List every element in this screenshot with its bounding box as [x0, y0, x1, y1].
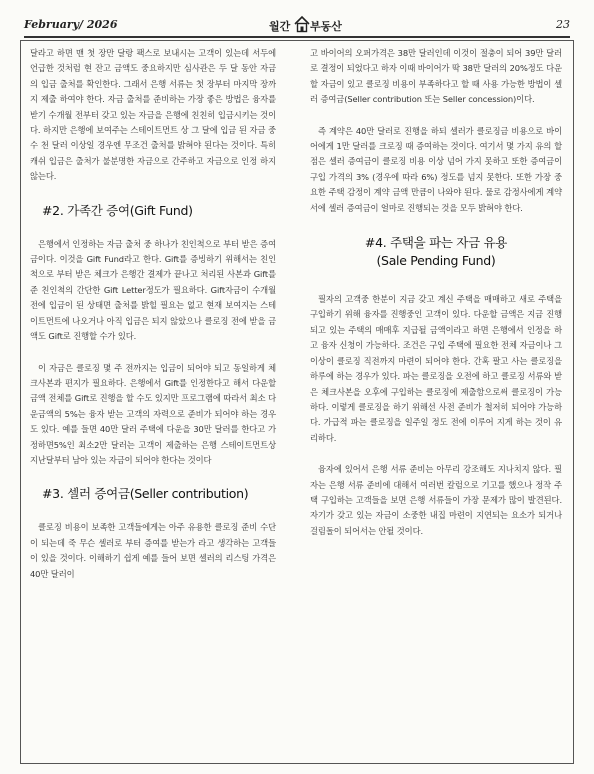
right-paragraph-1: 고 바이어의 오퍼가격은 38만 달러인데 이것이 절충이 되어 39만 달러로 결정이 되었다고 하자 이때 바이어가 딱 38만 달러의 20%정도 다운할 자금이 있고 클로징 비용이 부족하다고 할 때 사용 가능한 방법이 셀러 증여금(Seller contribution 또는 Seller concession)이다.: [310, 48, 562, 105]
right-paragraph-2: 즉 계약은 40만 달러로 진행을 하되 셀러가 클로징금 비용으로 바이어에게 1만 달러를 크로징 때 증여하는 것이다. 여기서 몇 가지 유의 할 점은 셀러 증여금이 클로징 비용 이상 넘어 가지 못하고 또한 증여금이 구입 가격의 3% (경우에 따라 6%) 정도를 넘지 못한다. 또한 가장 중요한 주택 감정이 계약 금액 만큼이 나와야 된다. 물로 감정사에게 계약서에 셀러 증여금이 얼마로 진행되는 것을 모두 밝혀야 한다.: [310, 125, 562, 213]
right-column: [310, 46, 562, 555]
issue-date: February/ 2026: [24, 18, 118, 31]
page-header: [24, 14, 570, 38]
left-paragraph-4: 클로징 비용이 보족한 고객들에게는 아주 유용한 클로징 준비 수단이 되는데 죽 무슨 셀러로 부터 증여를 받는가 라고 생각하는 고객들이 있을 것이다. 이해하기 쉽게 예를 들어 보면 셀러의 리스팅 가격은 40만 달러이: [30, 522, 276, 579]
left-paragraph-2: 은행에서 인정하는 자금 출처 중 하나가 친인척으로 부터 받은 증여금이다. 이것을 Gift Fund라고 한다. Gift를 증빙하기 위해서는 친인척으로 부터 받은 체크가 은행간 결제가 끝나고 처리된 사본과 Gift를 준 친인척의 간단한 Gift Letter정도가 필요하다. Gift자금이 수개월 전에 입금이 된 상태면 출처를 밝힐 필요는 없고 현재 보여지는 스테이트먼트에 나오거나 아직 입금은 되지 않았으나 클로징 전에 받을 금액도 Gift로 진행할 수가 있다.: [30, 238, 276, 342]
house-icon: [294, 15, 310, 33]
right-paragraph-3: 필자의 고객중 한분이 지금 갖고 계신 주택을 매매하고 새로 주택을 구입하기 위해 융자를 진행중인 고객이 있다. 다운할 금액은 지금 진행되고 있는 주택의 매매후 지급될 금액이라고 하면 은행에서 인정을 하고 융자 신청이 가능하다. 조건은 구입 주택에 필요한 전체 자금이나 그 이상이 클로징 직전까지 마련이 되어야 한다. 간혹 팔고 사는 클로징을 하루에 하는 경우가 있다. 파는 클로징을 오전에 하고 클로징 서류와 받은 체크사본을 오후에 구입하는 클로징에 제출함으로써 클로징이 가능하다. 이렇게 클로징을 하기 위해선 사전 준비가 철저히 되어야 가능하다. 가급적 파는 클로징을 일주일 정도 전에 이루어 지게 하는 것이 유리하다.: [310, 294, 562, 443]
heading-sale-pending-line1: #4. 주택을 파는 자금 유용: [364, 235, 508, 251]
heading-gift-fund: #2. 가족간 증여(Gift Fund): [42, 202, 193, 218]
right-paragraph-4: 융자에 있어서 은행 서류 준비는 아무리 강조해도 지나치지 않다. 필자는 은행 서류 준비에 대해서 여러번 칼럼으로 기고를 했으나 정작 주택 구입하는 고객들을 보면 은행 서류들이 가장 문제가 많이 발견된다. 자기가 갖고 있는 자금이 소중한 내집 마련이 지연되는 요소가 되거나 걸림돌이 되어서는 안될 것이다.: [310, 464, 562, 536]
left-paragraph-3: 이 자금은 클로징 몇 주 전까지는 입금이 되어야 되고 동일하게 체크사본과 편지가 필요하다. 은행에서 Gift를 인정한다고 해서 다운할 금액 전체를 Gift로 진행을 할 수도 있지만 프로그램에 따라서 최소 다운금액의 5%는 융자 받는 고객의 자력으로 준비가 되어야 하는 경우도 있다. 예를 들면 40만 달러 주택에 다운을 30만 달러를 한다고 가정하면5%인 최소2만 달러는 고객이 제출하는 은행 스테이트먼트상 지난달부터 남아 있는 자금이 되어야 한다는 것이다: [30, 362, 276, 465]
heading-seller-contribution: #3. 셀러 증여금(Seller contribution): [42, 486, 249, 502]
heading-sale-pending-fund: [310, 234, 562, 270]
left-column: [30, 46, 276, 598]
logo-name-text: 부동산: [310, 20, 342, 33]
heading-sale-pending-line2: (Sale Pending Fund): [376, 253, 496, 269]
magazine-logo: [269, 14, 359, 36]
page-number: 23: [556, 18, 570, 31]
logo-monthly-text: 월간: [269, 20, 291, 33]
left-paragraph-1: 달라고 하면 맨 첫 장만 달랑 팩스로 보내시는 고객이 있는데 서두에 언급한 것처럼 현 잔고 금액도 중요하지만 심사관은 두 달 동안 자금의 입금 출처를 확인한다. 그래서 은행 서류는 첫 장부터 마지막 장까지 제출 하여야 한다. 자금 출처를 준비하는 가장 좋은 방법은 융자를 받기 수개월 전부터 갖고 있는 자금을 은행에 친친히 입금시키는 것이다. 하지만 은행에 보여주는 스테이트먼트 상 그 달에 입금 된 자금 중 수 천 달러 이상일 경우엔 무조건 출처를 밝혀야 된다는 것이다. 특히 캐쉬 입금은 출처가 불분명한 자금으로 간주하고 자금으로 인정 하지 않는다.: [30, 48, 276, 182]
header-rule: [24, 36, 570, 38]
